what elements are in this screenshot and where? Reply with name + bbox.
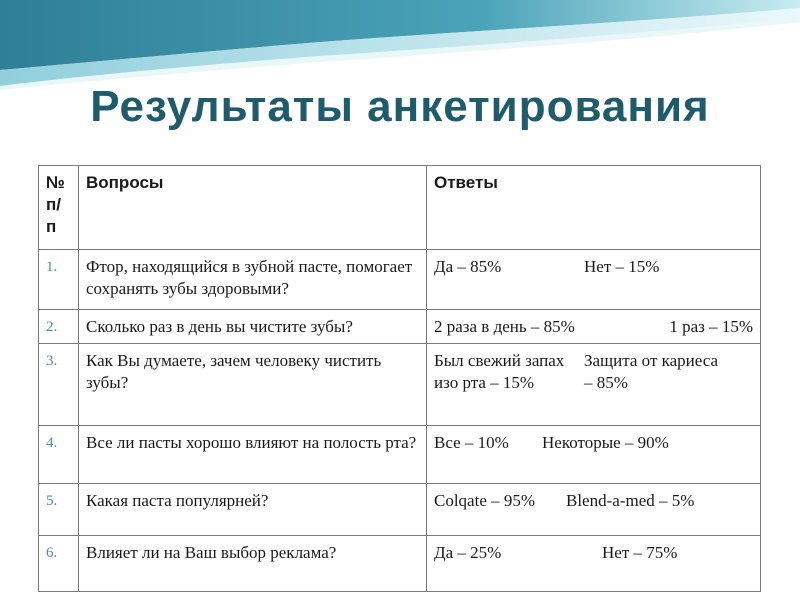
row-number: 1. [39, 250, 79, 310]
answer-pair [434, 350, 753, 394]
answer-pair [434, 542, 753, 564]
answer-option-left: 2 раза в день – 85% [434, 317, 575, 336]
table-row [39, 484, 761, 536]
answer-option-left: Да – 25% [434, 543, 502, 562]
row-number: 4. [39, 426, 79, 484]
row-number: 3. [39, 344, 79, 426]
table-row [39, 426, 761, 484]
table-header-row [39, 166, 761, 250]
answer-option-left: Colqate – 95% [434, 491, 536, 510]
row-number: 6. [39, 536, 79, 592]
header-number: № п/п [39, 166, 79, 250]
row-number: 2. [39, 310, 79, 344]
answer-option-right: 1 раз – 15% [669, 317, 753, 336]
answer-option-right: Нет – 15% [584, 257, 660, 276]
answer-option-right: Нет – 75% [602, 543, 678, 562]
table-row [39, 344, 761, 426]
decorative-wave-banner [0, 0, 800, 90]
answer-option-left: Все – 10% [434, 433, 509, 452]
answer-option-right: Blend-a-med – 5% [566, 491, 695, 510]
row-answer [427, 344, 761, 426]
row-answer [427, 484, 761, 536]
answer-option-left: Да – 85% [434, 257, 502, 276]
answer-option-left: Был свежий запах изо рта – 15% [434, 351, 565, 392]
row-answer [427, 536, 761, 592]
row-question: Влияет ли на Ваш выбор реклама? [79, 536, 427, 592]
row-question: Все ли пасты хорошо влияют на полость рта? [79, 426, 427, 484]
row-answer [427, 310, 761, 344]
row-number: 5. [39, 484, 79, 536]
table-row [39, 250, 761, 310]
row-answer [427, 250, 761, 310]
answer-pair [434, 256, 753, 278]
answer-pair [434, 316, 753, 338]
table-row [39, 310, 761, 344]
row-question: Как Вы думаете, зачем человеку чистить зубы? [79, 344, 427, 426]
table-row [39, 536, 761, 592]
answer-pair [434, 490, 753, 512]
row-question: Фтор, находящийся в зубной пасте, помогает сохранять зубы здоровыми? [79, 250, 427, 310]
answer-option-right: Некоторые – 90% [542, 433, 669, 452]
answer-option-right: Защита от кариеса – 85% [584, 351, 719, 392]
slide-title: Результаты анкетирования [90, 82, 710, 131]
header-answers: Ответы [427, 166, 761, 250]
row-question: Сколько раз в день вы чистите зубы? [79, 310, 427, 344]
header-questions: Вопросы [79, 166, 427, 250]
survey-results-table [38, 165, 761, 592]
row-question: Какая паста популярней? [79, 484, 427, 536]
answer-pair [434, 432, 753, 454]
row-answer [427, 426, 761, 484]
